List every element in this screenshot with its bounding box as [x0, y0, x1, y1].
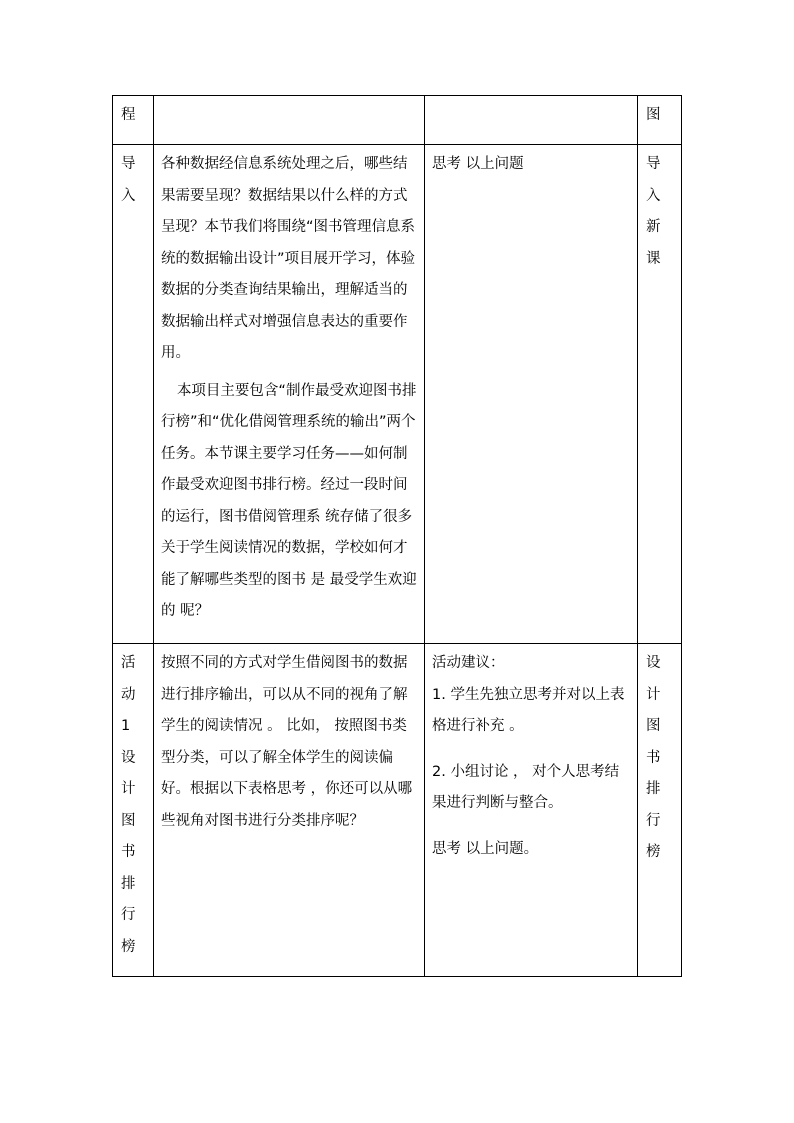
- intent-cell: [638, 145, 682, 644]
- intent-char: 设: [646, 655, 661, 671]
- activity-row: [113, 644, 682, 977]
- stage-char: 活: [121, 655, 136, 671]
- intent-char: 图: [646, 718, 661, 734]
- intent-cell: [638, 644, 682, 977]
- intent-cell: [638, 96, 682, 145]
- stage-char: 入: [121, 187, 136, 204]
- activity-suggestion-item: 1. 学生先独立思考并对以上表格进行补充 。: [432, 686, 625, 734]
- student-activity-text: 思考 以上问题。: [432, 840, 539, 857]
- header-row: [113, 96, 682, 145]
- intent-char: 入: [646, 187, 661, 204]
- stage-char: 榜: [121, 938, 136, 955]
- activity-paragraph: 按照不同的方式对学生借阅图书的数据进行排序输出，可以从不同的视角了解学生的阅读情况 。 比如， 按照图书类型分类，可以了解全体学生的阅读偏好。根据以下表格思考 ，你还可以从哪些视角对图书进行分类排序呢？: [161, 655, 413, 829]
- stage-char: 1: [121, 718, 131, 734]
- intro-paragraph: 本项目主要包含“制作最受欢迎图书排行榜”和“优化借阅管理系统的输出”两个任务。本节课主要学习任务——如何制作最受欢迎图书排行榜。经过一段时间的运行，图书借阅管理系 统存储了很多关于学生阅读情况的数据，学校如何才能了解哪些类型的图书 是 最受学生欢迎 的 呢？: [161, 382, 417, 619]
- teacher-activity-cell: [154, 644, 425, 977]
- stage-char: 书: [121, 844, 136, 860]
- activity-suggestion-heading: 活动建议：: [432, 655, 505, 671]
- stage-char: 图: [121, 812, 136, 829]
- teacher-activity-cell: [154, 145, 425, 644]
- stage-cell: [113, 644, 154, 977]
- stage-char: 计: [121, 781, 136, 797]
- intro-paragraph: 各种数据经信息系统处理之后，哪些结果需要呈现？数据结果以什么样的方式呈现？本节我们将围绕“图书管理信息系统的数据输出设计”项目展开学习，体验数据的分类查询结果输出，理解适当的数据输出样式对增强信息表达的重要作用。: [161, 156, 416, 361]
- student-activity-cell: [425, 145, 638, 644]
- intent-char: 计: [646, 686, 661, 703]
- stage-char: 设: [121, 749, 136, 766]
- teacher-activity-cell: [154, 96, 425, 145]
- stage-char: 程: [121, 107, 136, 123]
- stage-cell: [113, 96, 154, 145]
- lesson-plan-table: [112, 95, 682, 977]
- intro-row: [113, 145, 682, 644]
- intent-char: 榜: [646, 844, 661, 860]
- intent-char: 图: [646, 107, 661, 123]
- stage-char: 行: [121, 907, 136, 923]
- stage-char: 动: [121, 686, 136, 703]
- stage-char: 导: [121, 156, 136, 172]
- student-activity-cell: [425, 644, 638, 977]
- intent-char: 课: [646, 250, 661, 267]
- stage-cell: [113, 145, 154, 644]
- student-activity-text: 思考 以上问题: [432, 156, 524, 172]
- intent-char: 新: [646, 219, 661, 235]
- intent-char: 导: [646, 156, 661, 172]
- activity-suggestion-item: 2. 小组讨论 ， 对个人思考结果进行判断与整合。: [432, 763, 620, 811]
- stage-char: 排: [121, 875, 136, 892]
- student-activity-cell: [425, 96, 638, 145]
- intent-char: 排: [646, 781, 661, 797]
- intent-char: 书: [646, 749, 661, 766]
- intent-char: 行: [646, 812, 661, 829]
